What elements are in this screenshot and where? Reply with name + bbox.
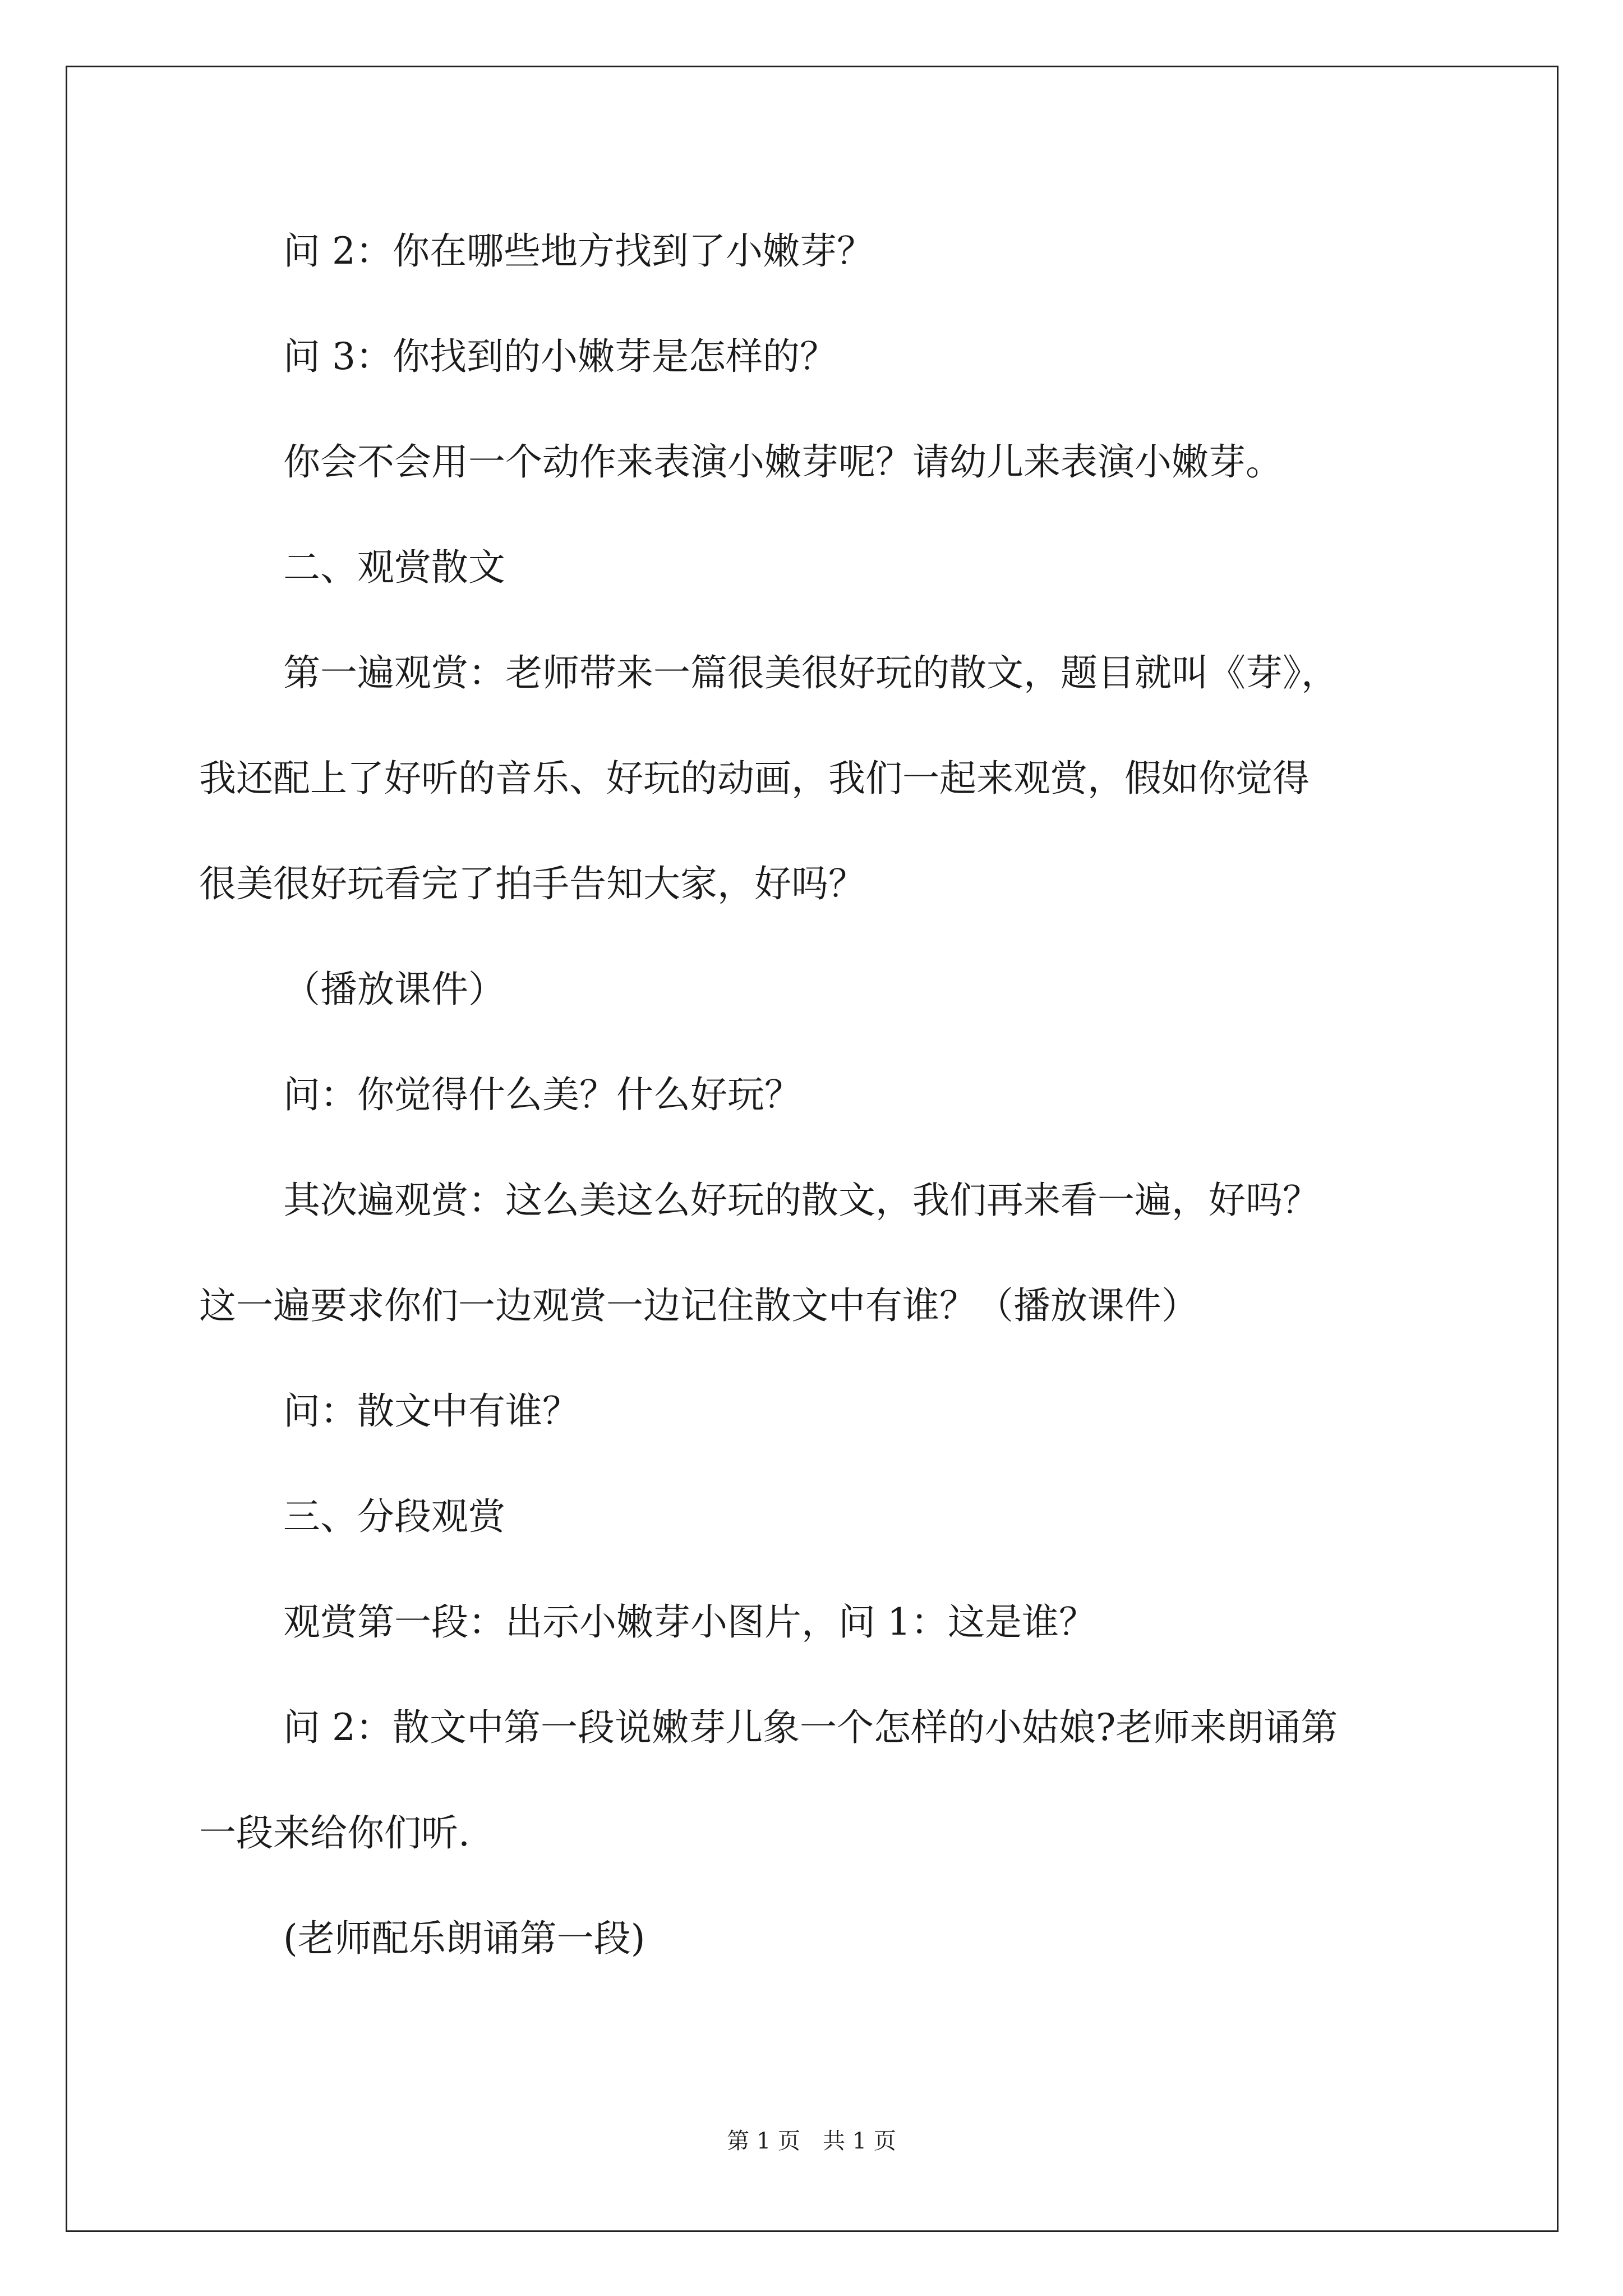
paragraph-line: 一段来给你们听. xyxy=(199,1811,470,1855)
paragraph-line: 问 2：你在哪些地方找到了小嫩芽？ xyxy=(283,229,874,273)
section-heading: 二、观赏散文 xyxy=(283,546,505,589)
paragraph-line: 问 3：你找到的小嫩芽是怎样的？ xyxy=(283,335,837,378)
paragraph-line: 观赏第一段：出示小嫩芽小图片，问 1：这是谁？ xyxy=(283,1600,1096,1644)
paragraph-line: 你会不会用一个动作来表演小嫩芽呢？请幼儿来表演小嫩芽。 xyxy=(283,440,1283,484)
paragraph-line: (老师配乐朗诵第一段) xyxy=(283,1917,645,1960)
section-heading: 三、分段观赏 xyxy=(283,1495,505,1538)
paragraph-line: 这一遍要求你们一边观赏一边记住散文中有谁？（播放课件） xyxy=(199,1284,1198,1327)
paragraph-line: 第一遍观赏：老师带来一篇很美很好玩的散文，题目就叫《芽》， xyxy=(283,651,1338,694)
paragraph-line: 问：你觉得什么美？什么好玩？ xyxy=(283,1073,801,1116)
paragraph-line: 其次遍观赏：这么美这么好玩的散文，我们再来看一遍，好吗？ xyxy=(283,1179,1320,1222)
paragraph-line: 我还配上了好听的音乐、好玩的动画，我们一起来观赏，假如你觉得 xyxy=(199,757,1310,800)
page-border xyxy=(66,66,1559,2232)
paragraph-line: 很美很好玩看完了拍手告知大家，好吗？ xyxy=(199,862,865,905)
paragraph-line: 问 2：散文中第一段说嫩芽儿象一个怎样的小姑娘?老师来朗诵第 xyxy=(283,1706,1338,1749)
paragraph-line: 问：散文中有谁？ xyxy=(283,1389,579,1433)
page-number: 第 1 页 共 1 页 xyxy=(727,2128,896,2154)
paragraph-line: （播放课件） xyxy=(283,968,505,1011)
